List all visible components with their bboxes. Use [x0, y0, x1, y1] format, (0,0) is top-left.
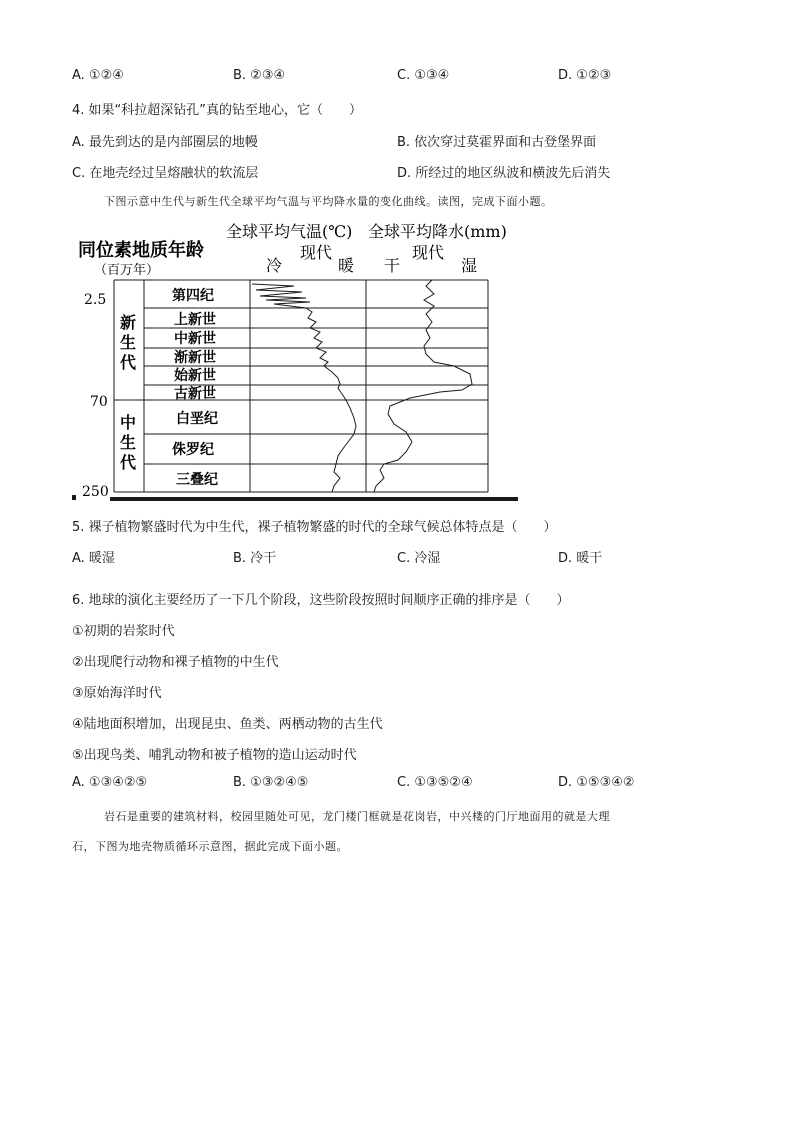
period-oligocene: 渐新世 [174, 350, 216, 366]
q6-item-2: ②出现爬行动物和裸子植物的中生代 [72, 655, 279, 670]
temp-label-now: 现代 [300, 243, 333, 262]
chart-grid [114, 280, 488, 492]
q4-option-c: C. 在地壳经过呈熔融状的软流层 [72, 166, 259, 181]
period-quaternary: 第四纪 [172, 288, 214, 304]
header-temp: 全球平均气温(℃) [226, 222, 353, 241]
q6-option-c: C. ①③⑤②④ [397, 775, 473, 790]
q5-option-a: A. 暖湿 [72, 551, 115, 566]
q4-stem: 4. 如果“科拉超深钻孔”真的钻至地心，它（ ） [72, 103, 363, 118]
era-cenozoic: 新生代 [120, 313, 137, 372]
period-eocene: 始新世 [174, 368, 216, 384]
period-miocene: 中新世 [174, 331, 216, 347]
q5-option-c: C. 冷湿 [397, 551, 441, 566]
intro-q5-6: 下图示意中生代与新生代全球平均气温与平均降水量的变化曲线。读图，完成下面小题。 [104, 195, 553, 208]
era-mesozoic: 中生代 [120, 413, 137, 472]
q6-option-a: A. ①③④②⑤ [72, 775, 148, 790]
q4-option-b: B. 依次穿过莫霍界面和古登堡界面 [397, 135, 597, 150]
q6-item-4: ④陆地面积增加，出现昆虫、鱼类、两栖动物的古生代 [72, 717, 383, 732]
period-pliocene: 上新世 [174, 312, 216, 328]
period-cretaceous: 白垩纪 [176, 411, 218, 427]
q4-option-d: D. 所经过的地区纵波和横波先后消失 [397, 166, 611, 181]
age-tick-250: 250 [82, 484, 109, 500]
period-jurassic: 侏罗纪 [172, 442, 214, 458]
header-age: 同位素地质年龄 [78, 240, 204, 261]
age-tick-2-5: 2.5 [84, 292, 107, 308]
intro-next-line1: 岩石是重要的建筑材料，校园里随处可见，龙门楼门框就是花岗岩，中兴楼的门厅地面用的就是大理 [104, 810, 610, 823]
temperature-curve [252, 284, 356, 492]
q5-stem: 5. 裸子植物繁盛时代为中生代，裸子植物繁盛的时代的全球气候总体特点是（ ） [72, 520, 557, 535]
climate-chart [70, 212, 530, 504]
temp-label-warm: 暖 [338, 256, 355, 275]
q3-option-b: B. ②③④ [233, 68, 286, 83]
intro-next-line2: 石，下图为地壳物质循环示意图，据此完成下面小题。 [72, 840, 348, 853]
q6-option-d: D. ①⑤③④② [558, 775, 635, 790]
q5-option-d: D. 暖干 [558, 551, 603, 566]
q6-item-3: ③原始海洋时代 [72, 686, 162, 701]
q6-item-5: ⑤出现鸟类、哺乳动物和被子植物的造山运动时代 [72, 748, 357, 763]
q3-option-c: C. ①③④ [397, 68, 450, 83]
q6-item-1: ①初期的岩浆时代 [72, 624, 175, 639]
q6-option-b: B. ①③②④⑤ [233, 775, 309, 790]
age-tick-70: 70 [90, 394, 108, 410]
q3-option-a: A. ①②④ [72, 68, 124, 83]
baseline-mark [72, 495, 76, 500]
q5-option-b: B. 冷干 [233, 551, 277, 566]
precip-label-wet: 湿 [461, 256, 478, 275]
precipitation-curve [374, 280, 472, 492]
q6-stem: 6. 地球的演化主要经历了一下几个阶段，这些阶段按照时间顺序正确的排序是（ ） [72, 593, 570, 608]
age-unit: （百万年） [94, 263, 160, 278]
precip-label-now: 现代 [412, 243, 445, 262]
period-triassic: 三叠纪 [176, 472, 218, 488]
q4-option-a: A. 最先到达的是内部圈层的地幔 [72, 135, 258, 150]
temp-label-cold: 冷 [266, 256, 283, 275]
period-paleocene: 古新世 [174, 386, 216, 402]
header-precip: 全球平均降水(mm) [368, 222, 507, 241]
q3-option-d: D. ①②③ [558, 68, 612, 83]
precip-label-dry: 干 [384, 256, 401, 275]
